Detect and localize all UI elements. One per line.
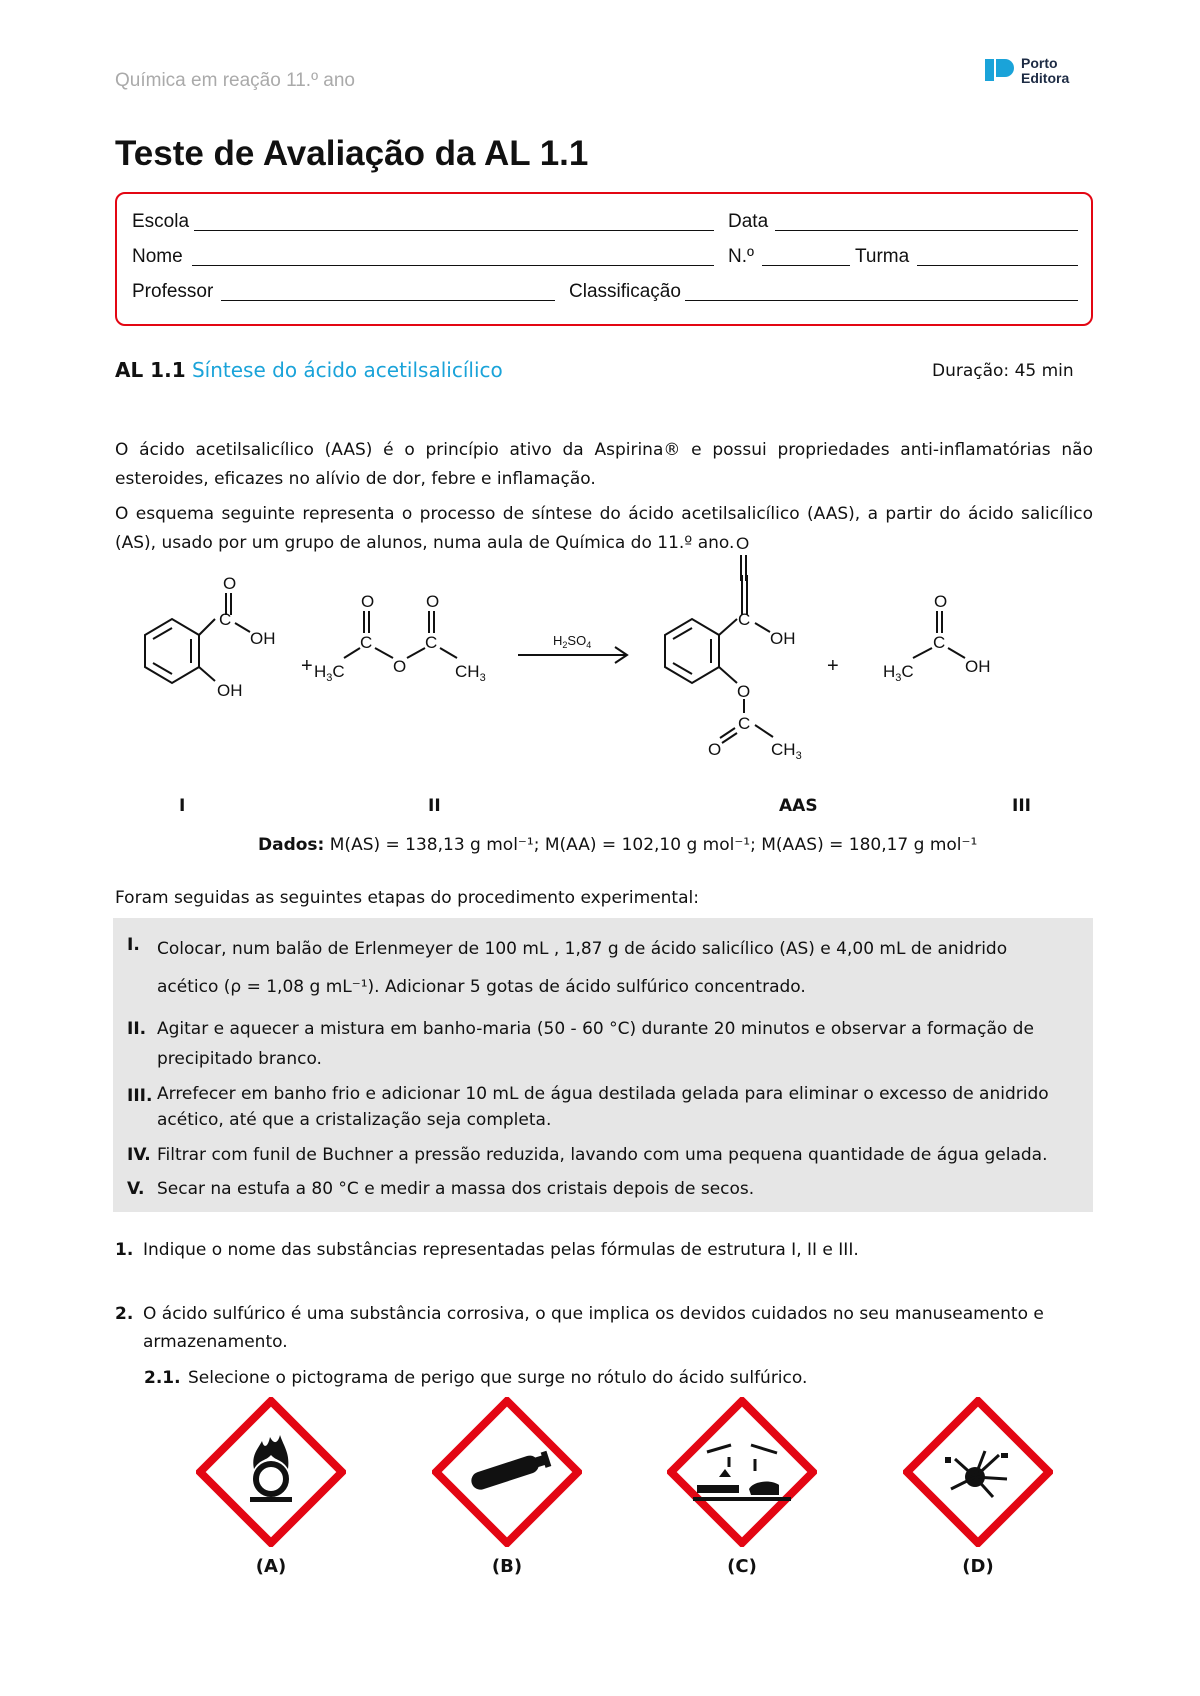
svg-text:C: C (738, 610, 751, 629)
logo-line-1: Porto (1021, 55, 1058, 71)
svg-text:+: + (827, 655, 839, 677)
grade-label: Classificação (569, 281, 681, 302)
svg-text:O: O (426, 592, 440, 611)
acetic-acid-structure (883, 592, 991, 684)
reaction-arrow (518, 633, 627, 663)
svg-text:C: C (219, 610, 232, 629)
duration: Duração: 45 min (932, 361, 1074, 381)
intro-paragraph-2: O esquema seguinte representa o processo de síntese do ácido acetilsalicílico (AAS), a partir do ácido salicílico (AS), usado por um grupo de alunos, numa aula de Química do 11.º ano. (115, 504, 1093, 553)
date-label: Data (728, 211, 769, 232)
question-text: Indique o nome das substâncias representadas pelas fórmulas de estrutura I, II e III. (143, 1240, 859, 1260)
svg-text:H3C: $H_3C$ (883, 662, 914, 684)
exploding-bomb-icon[interactable] (903, 1397, 1053, 1547)
procedure-step-4 (127, 1140, 1077, 1170)
section-subtitle: Síntese do ácido acetilsalicílico (191, 358, 503, 382)
step-number: IV. (127, 1145, 151, 1165)
svg-text:CH3: $CH_3$ (455, 662, 486, 684)
date-field[interactable] (775, 230, 1078, 231)
svg-text:O: O (708, 740, 722, 759)
question-2-1 (144, 1364, 807, 1392)
salicylic-acid-structure (145, 575, 276, 700)
question-number: 2.1. (144, 1368, 181, 1388)
svg-text:O: O (223, 575, 237, 593)
svg-text:+: + (301, 655, 313, 677)
procedure-box (113, 918, 1093, 1212)
intro-paragraph-1: O ácido acetilsalicílico (AAS) é o princípio ativo da Aspirina® e possui propriedades anti-inflamatórias não esteroides, eficazes no alívio de dor, febre e inflamação. (115, 440, 1093, 489)
svg-text:O: O (393, 657, 407, 676)
school-field[interactable] (194, 230, 714, 231)
question-text: Selecione o pictograma de perigo que surge no rótulo do ácido sulfúrico. (188, 1368, 808, 1388)
step-text: Agitar e aquecer a mistura em banho-maria (50 - 60 °C) durante 20 minutos e observar a formação de precipitado branco. (157, 1019, 1034, 1069)
step-number: II. (127, 1019, 147, 1039)
class-field[interactable] (917, 265, 1078, 266)
svg-text:O: O (934, 592, 948, 611)
section-code: AL 1.1 (115, 358, 186, 382)
gas-cylinder-icon[interactable] (432, 1397, 582, 1547)
acetic-anhydride-structure (314, 592, 486, 684)
question-number: 1. (115, 1240, 134, 1260)
procedure-step-2 (127, 1014, 1077, 1074)
procedure-intro: Foram seguidas as seguintes etapas do procedimento experimental: (115, 888, 699, 908)
label-III: III (1012, 796, 1031, 816)
step-number: I. (127, 935, 140, 955)
given-data-label: Dados: (258, 835, 325, 855)
option-c[interactable]: (C) (727, 1556, 757, 1577)
step-number: V. (127, 1179, 145, 1199)
number-field[interactable] (762, 265, 850, 266)
svg-text:OH: OH (217, 681, 243, 700)
reaction-scheme (105, 575, 1095, 815)
label-AAS: AAS (779, 796, 818, 816)
aas-carbonyl-oxygen: O (736, 534, 750, 553)
step-text: Filtrar com funil de Buchner a pressão reduzida, lavando com uma pequena quantidade de água gelada. (157, 1145, 1048, 1165)
grade-field[interactable] (685, 300, 1078, 301)
question-1 (115, 1236, 1093, 1264)
given-data (258, 835, 977, 855)
number-label: N.º (728, 246, 754, 267)
svg-text:C: C (425, 633, 438, 652)
aas-carbonyl-bond (738, 555, 750, 581)
teacher-field[interactable] (221, 300, 555, 301)
logo-line-2: Editora (1021, 70, 1070, 86)
name-label: Nome (132, 246, 183, 267)
question-number: 2. (115, 1304, 134, 1324)
step-text: Colocar, num balão de Erlenmeyer de 100 mL , 1,87 g de ácido salicílico (AS) e 4,00 mL de anidrido acético (ρ = 1,08 g mL⁻¹). Adicionar 5 gotas de ácido sulfúrico concentrado. (157, 939, 1008, 997)
question-text: O ácido sulfúrico é uma substância corrosiva, o que implica os devidos cuidados no seu manuseamento e armazenamento. (143, 1304, 1044, 1352)
porto-editora-logo (985, 57, 1075, 89)
svg-text:CH3: $CH_3$ (771, 740, 802, 762)
svg-text:O: O (361, 592, 375, 611)
book-title: Química em reação 11.º ano (115, 70, 355, 91)
option-b[interactable]: (B) (491, 1556, 523, 1577)
name-field[interactable] (192, 265, 714, 266)
svg-text:OH: OH (770, 629, 796, 648)
page-title: Teste de Avaliação da AL 1.1 (115, 134, 589, 173)
logo-icon (985, 57, 1017, 85)
svg-text:C: C (360, 633, 373, 652)
step-text: Secar na estufa a 80 °C e medir a massa dos cristais depois de secos. (157, 1179, 755, 1199)
step-number: III. (127, 1086, 153, 1106)
procedure-step-5 (127, 1174, 1077, 1204)
option-d[interactable]: (D) (962, 1556, 994, 1577)
teacher-label: Professor (132, 281, 214, 302)
catalyst-label: $H_2SO_4$ (553, 633, 592, 650)
procedure-step-3 (127, 1081, 1077, 1133)
procedure-step-1 (127, 930, 1077, 1006)
school-label: Escola (132, 211, 190, 232)
student-id-box (115, 192, 1093, 326)
svg-text:H3C: $H_3C$ (314, 662, 345, 684)
option-a[interactable]: (A) (255, 1556, 287, 1577)
flame-over-circle-icon[interactable] (196, 1397, 346, 1547)
label-I: I (179, 796, 186, 816)
step-text: Arrefecer em banho frio e adicionar 10 mL de água destilada gelada para eliminar o excesso de anidrido acético, até que a cristalização seja completa. (157, 1084, 1049, 1130)
svg-text:C: C (933, 633, 946, 652)
question-2 (115, 1300, 1093, 1356)
aas-structure (665, 575, 802, 762)
corrosion-icon[interactable] (667, 1397, 817, 1547)
label-II: II (428, 796, 441, 816)
svg-text:OH: OH (250, 629, 276, 648)
class-label: Turma (855, 246, 910, 267)
svg-text:C: C (738, 714, 751, 733)
given-data-values: M(AS) = 138,13 g mol⁻¹; M(AA) = 102,10 g mol⁻¹; M(AAS) = 180,17 g mol⁻¹ (329, 835, 978, 855)
svg-text:OH: OH (965, 657, 991, 676)
svg-text:O: O (737, 682, 751, 701)
section-heading (115, 358, 503, 382)
